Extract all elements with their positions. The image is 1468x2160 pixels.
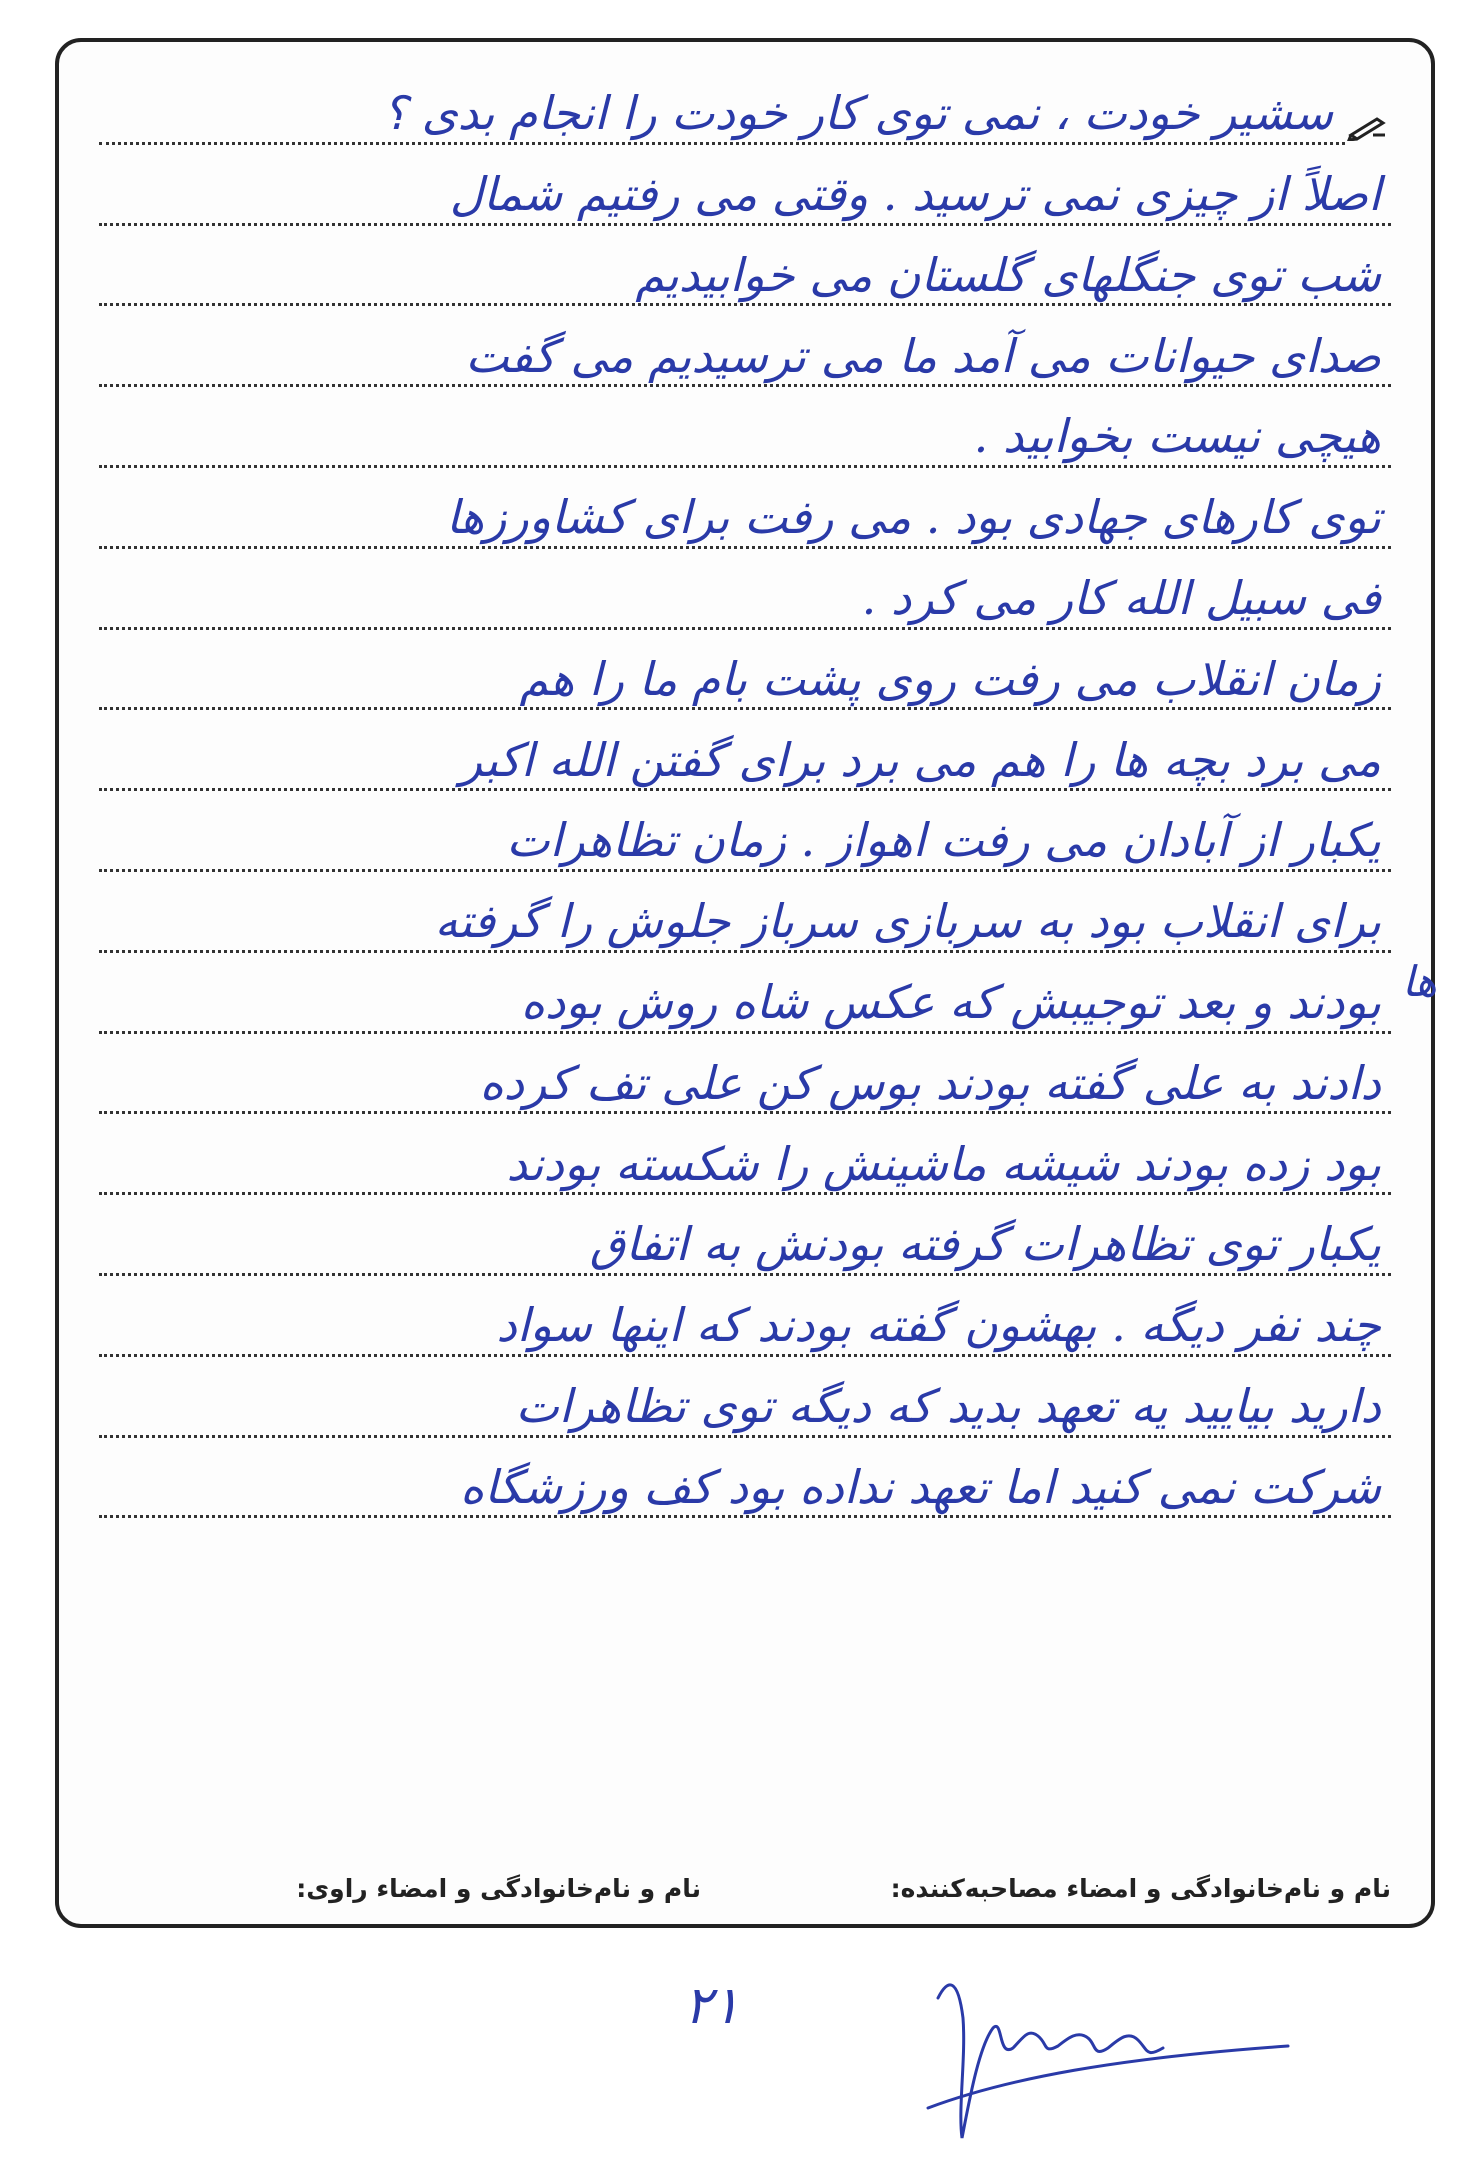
line-row [99,72,1391,153]
line-row [99,476,1391,557]
handwritten-line: توی کارهای جهادی بود . می رفت برای کشاورزها [446,490,1381,545]
dotted-line [99,950,1391,953]
dotted-line [99,1354,1391,1357]
line-row [99,557,1391,638]
line-row [99,1042,1391,1123]
handwritten-line: بودند و بعد توجیبش که عکس شاه روش بوده [520,974,1381,1029]
line-row [99,718,1391,799]
pen-icon [1347,113,1387,141]
interviewer-signature-label: نام و نام‌خانوادگی و امضاء مصاحبه‌کننده: [890,1874,1391,1903]
line-row [99,1122,1391,1203]
dotted-line [99,384,1391,387]
handwritten-line: شرکت نمی کنید اما تعهد نداده بود کف ورزشگاه [460,1459,1381,1514]
dotted-line [99,1435,1391,1438]
ruled-lines [99,72,1391,1526]
line-row [99,961,1391,1042]
dotted-line [99,142,1345,145]
line-row [99,395,1391,476]
dotted-line [99,223,1391,226]
line-row [99,1446,1391,1527]
line-row [99,314,1391,395]
handwritten-line: چند نفر دیگه . بهشون گفته بودند که اینها سواد [496,1298,1381,1353]
line-row [99,153,1391,234]
line-row [99,799,1391,880]
dotted-line [99,1515,1391,1518]
dotted-line [99,1111,1391,1114]
dotted-line [99,869,1391,872]
handwritten-line: فی سبیل الله کار می کرد . [861,570,1381,625]
dotted-line [99,1273,1391,1276]
narrator-signature-label: نام و نام‌خانوادگی و امضاء راوی: [296,1874,701,1903]
dotted-line [99,788,1391,791]
handwritten-line: صدای حیوانات می آمد ما می ترسیدیم می گفت [465,328,1381,383]
dotted-line [99,707,1391,710]
form-frame [55,38,1435,1928]
handwritten-signature [918,1958,1298,2148]
handwritten-line: یکبار توی تظاهرات گرفته بودنش به اتفاق [589,1217,1381,1272]
handwritten-line: برای انقلاب بود به سربازی سرباز جلوش را گرفته [434,894,1381,949]
handwritten-line: زمان انقلاب می رفت روی پشت بام ما را هم [519,651,1381,706]
handwritten-line: یکبار از آبادان می رفت اهواز . زمان تظاهرات [506,813,1381,868]
handwritten-line: هیچی نیست بخوابید . [973,409,1381,464]
dotted-line [99,465,1391,468]
handwritten-line: اصلاً از چیزی نمی ترسید . وقتی می رفتیم شمال [449,167,1381,221]
handwritten-line: بود زده بودند شیشه ماشینش را شکسته بودند [506,1136,1381,1191]
handwritten-line: می برد بچه ها را هم می برد برای گفتن الله اکبر [459,732,1381,787]
dotted-line [99,627,1391,630]
handwritten-line: شب توی جنگلهای گلستان می خوابیدیم [635,247,1381,302]
line-row [99,638,1391,719]
dotted-line [99,1031,1391,1034]
handwritten-line: دادند به علی گفته بودند بوس کن علی تف کرده [479,1055,1381,1110]
dotted-line [99,546,1391,549]
line-row [99,1203,1391,1284]
handwritten-line: دارید بیایید یه تعهد بدید که دیگه توی تظاهرات [515,1378,1381,1433]
handwritten-line: سشیر خودت ، نمی توی کار خودت را انجام بدی ؟ [382,86,1333,141]
margin-note: ها [1402,957,1437,1006]
line-row [99,1365,1391,1446]
line-row [99,1284,1391,1365]
line-row [99,880,1391,961]
line-row [99,234,1391,315]
dotted-line [99,1192,1391,1195]
dotted-line [99,303,1391,306]
page-number: ۲۱ [684,1976,740,2036]
